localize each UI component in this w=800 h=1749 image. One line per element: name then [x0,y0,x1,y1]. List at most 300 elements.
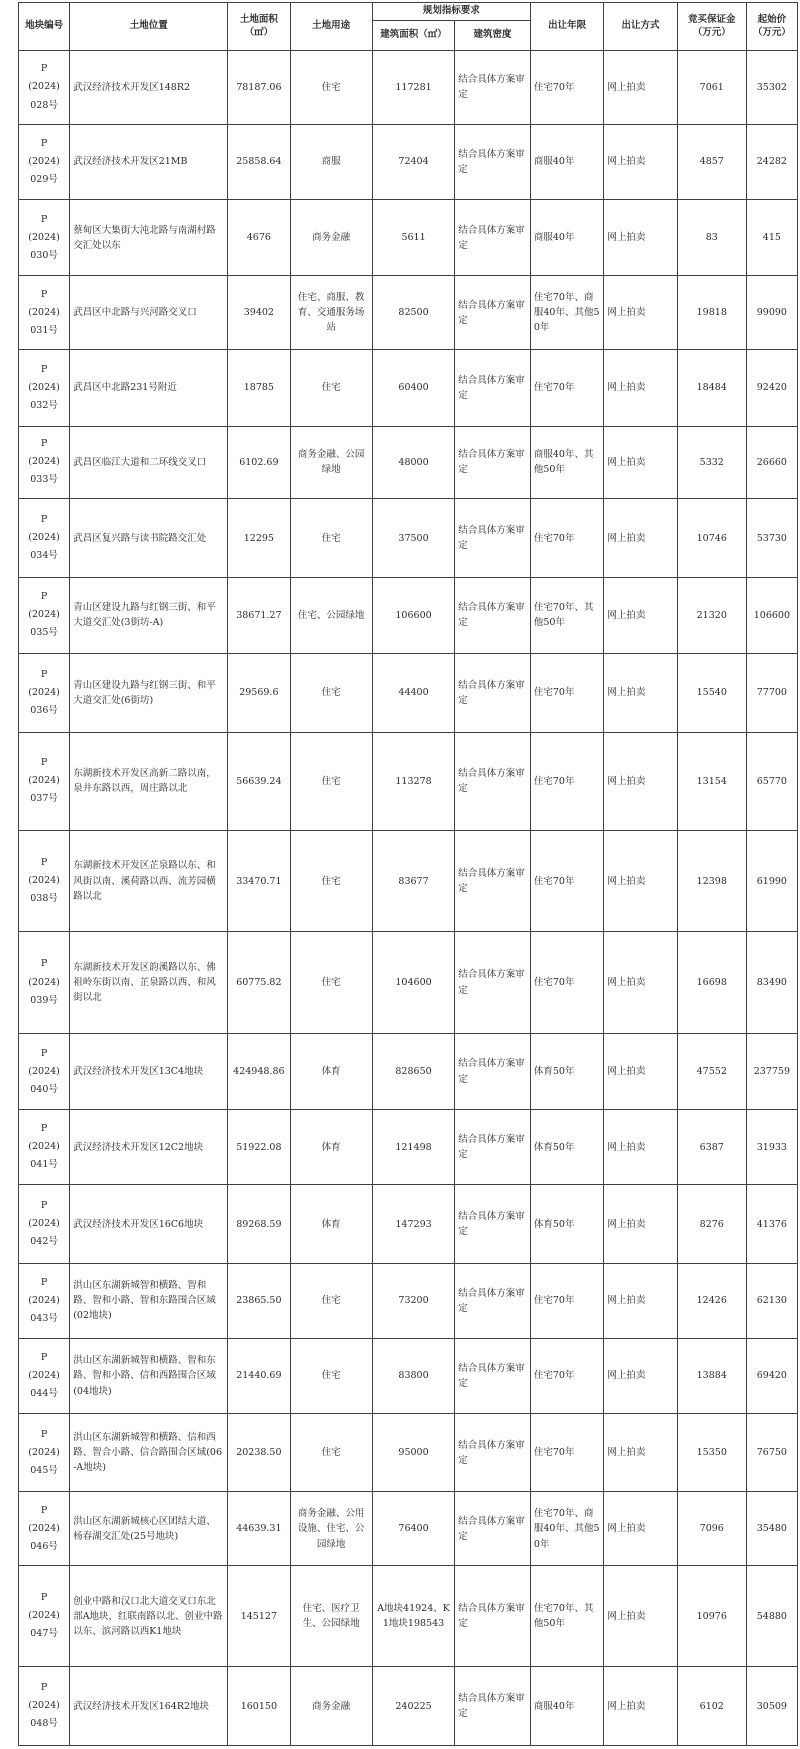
cell-use: 商务金融 [290,1667,372,1746]
header-area: 土地面积（㎡） [228,3,290,51]
cell-area: 38671.27 [228,577,290,653]
cell-use: 体育 [290,1034,372,1110]
cell-id-line: P [40,63,48,75]
cell-area: 89268.59 [228,1185,290,1263]
cell-price: 77700 [746,654,797,732]
cell-density: 结合具体方案审定 [455,932,531,1034]
cell-price: 24282 [746,124,797,199]
cell-use: 住宅 [290,831,372,932]
cell-id-line: (2024) [28,1294,60,1306]
cell-gfa: 828650 [372,1034,454,1110]
cell-location: 武汉经济技术开发区21MB [70,124,228,199]
cell-use: 住宅 [290,932,372,1034]
cell-price: 31933 [746,1110,797,1185]
cell-term: 住宅70年 [530,350,603,426]
cell-area: 25858.64 [228,124,290,199]
table-row [19,932,798,1034]
cell-gfa: 48000 [372,426,454,499]
header-gfa: 建筑面积（㎡） [372,21,454,51]
cell-method: 网上拍卖 [604,732,677,831]
cell-id-line: 045号 [30,1464,58,1476]
cell-location: 洪山区东湖新城智和横路、信和西路、智合小路、信合路围合区域(06-A地块) [70,1414,228,1492]
cell-term: 商服40年 [530,124,603,199]
cell-use: 体育 [290,1110,372,1185]
cell-id-line: P [40,288,48,300]
cell-id-line: 047号 [30,1628,58,1640]
cell-id-line: (2024) [28,609,60,621]
cell-price: 62130 [746,1263,797,1338]
cell-deposit: 19818 [677,276,746,350]
cell-id-line: P [40,958,48,970]
cell-term: 住宅70年、其他50年 [530,577,603,653]
table-row [19,1110,798,1185]
cell-gfa: 95000 [372,1414,454,1492]
table-row [19,1492,798,1566]
cell-id [19,654,70,732]
cell-id-line: 041号 [30,1159,58,1171]
cell-gfa: 76400 [372,1492,454,1566]
cell-id-line: 032号 [30,399,58,411]
cell-use: 商服 [290,124,372,199]
cell-id-line: P [40,1504,48,1516]
cell-method: 网上拍卖 [604,1263,677,1338]
cell-use: 住宅 [290,1338,372,1413]
cell-term: 住宅70年 [530,51,603,125]
header-method: 出让方式 [604,3,677,51]
cell-id-line: P [40,757,48,769]
cell-location: 洪山区东湖新城核心区团结大道、杨春湖交汇处(25号地块) [70,1492,228,1566]
cell-id-line: (2024) [28,775,60,787]
cell-location: 武汉经济技术开发区13C4地块 [70,1034,228,1110]
cell-id-line: P [40,1592,48,1604]
cell-price: 69420 [746,1338,797,1413]
cell-id-line: P [40,1276,48,1288]
cell-id-line: 046号 [30,1541,58,1552]
cell-price: 26660 [746,426,797,499]
cell-density: 结合具体方案审定 [455,350,531,426]
cell-location: 武昌区复兴路与读书院路交汇处 [70,499,228,577]
cell-density: 结合具体方案审定 [455,1492,531,1566]
cell-use: 住宅、公园绿地 [290,577,372,653]
cell-use: 住宅 [290,350,372,426]
cell-id-line: 031号 [30,324,58,336]
cell-location: 青山区建设九路与红钢三街、和平大道交汇处(6街坊) [70,654,228,732]
cell-method: 网上拍卖 [604,350,677,426]
cell-deposit: 83 [677,200,746,276]
cell-area: 60775.82 [228,932,290,1034]
cell-method: 网上拍卖 [604,1338,677,1413]
cell-area: 51922.08 [228,1110,290,1185]
cell-location: 洪山区东湖新城智和横路、智和东路、智和小路、信和西路围合区域(04地块) [70,1338,228,1413]
header-deposit: 竞买保证金（万元） [677,3,746,51]
cell-deposit: 7061 [677,51,746,125]
cell-term: 商服40年 [530,200,603,276]
cell-deposit: 10746 [677,499,746,577]
cell-gfa: 83800 [372,1338,454,1413]
table-row [19,1034,798,1110]
cell-deposit: 21320 [677,577,746,653]
cell-use: 住宅、医疗卫生、公园绿地 [290,1566,372,1667]
cell-deposit: 10976 [677,1566,746,1667]
cell-id-line: 029号 [30,174,58,186]
cell-area: 12295 [228,499,290,577]
cell-method: 网上拍卖 [604,654,677,732]
cell-use: 商务金融、公园绿地 [290,426,372,499]
cell-location: 创业中路和汉口北大道交叉口东北部A地块，红联南路以北、创业中路以东、滨河路以西K1地块 [70,1566,228,1667]
table-row [19,1263,798,1338]
cell-id-line: P [40,213,48,225]
table-row [19,51,798,125]
cell-deposit: 7096 [677,1492,746,1566]
cell-density: 结合具体方案审定 [455,1185,531,1263]
cell-area: 78187.06 [228,51,290,125]
cell-location: 武汉经济技术开发区12C2地块 [70,1110,228,1185]
cell-density: 结合具体方案审定 [455,276,531,350]
cell-area: 33470.71 [228,831,290,932]
cell-method: 网上拍卖 [604,1492,677,1566]
cell-area: 21440.69 [228,1338,290,1413]
cell-density: 结合具体方案审定 [455,1667,531,1746]
cell-term: 住宅70年 [530,831,603,932]
cell-price: 65770 [746,732,797,831]
cell-price: 99090 [746,276,797,350]
cell-area: 20238.50 [228,1414,290,1492]
cell-gfa: 240225 [372,1667,454,1746]
cell-deposit: 18484 [677,350,746,426]
cell-id-line: (2024) [28,1218,60,1230]
cell-term: 住宅70年 [530,1338,603,1413]
table-row [19,831,798,932]
cell-area: 18785 [228,350,290,426]
table-row [19,1338,798,1413]
table-row [19,124,798,199]
cell-id [19,732,70,831]
cell-id-line: 040号 [30,1083,58,1095]
cell-method: 网上拍卖 [604,1566,677,1667]
cell-location: 青山区建设九路与红钢三街、和平大道交汇处(3街坊-A) [70,577,228,653]
cell-id-line: 030号 [30,249,58,261]
cell-deposit: 5332 [677,426,746,499]
cell-density: 结合具体方案审定 [455,1034,531,1110]
cell-use: 住宅 [290,654,372,732]
cell-method: 网上拍卖 [604,577,677,653]
land-auction-table [18,2,798,1746]
cell-gfa: 44400 [372,654,454,732]
cell-id-line: (2024) [28,875,60,887]
cell-id-line: 042号 [30,1236,58,1248]
cell-location: 武汉经济技术开发区164R2地块 [70,1667,228,1746]
cell-density: 结合具体方案审定 [455,577,531,653]
header-planning: 规划指标要求 [372,3,530,21]
cell-gfa: 117281 [372,51,454,125]
cell-method: 网上拍卖 [604,932,677,1034]
cell-use: 体育 [290,1185,372,1263]
cell-gfa: 106600 [372,577,454,653]
cell-term: 住宅70年 [530,732,603,831]
table-row [19,499,798,577]
cell-id [19,831,70,932]
cell-id-line: (2024) [28,156,60,167]
cell-method: 网上拍卖 [604,831,677,932]
cell-price: 35480 [746,1492,797,1566]
cell-term: 住宅70年、商服40年、其他50年 [530,276,603,350]
cell-deposit: 15350 [677,1414,746,1492]
header-price: 起始价（万元） [746,3,797,51]
cell-id-line: (2024) [28,1700,60,1712]
cell-id-line: (2024) [28,976,60,988]
cell-id-line: P [40,1047,48,1059]
cell-use: 住宅 [290,1414,372,1492]
cell-price: 83490 [746,932,797,1034]
cell-deposit: 4857 [677,124,746,199]
cell-id-line: P [40,1123,48,1135]
cell-id-line: (2024) [28,1141,60,1153]
cell-density: 结合具体方案审定 [455,1566,531,1667]
cell-density: 结合具体方案审定 [455,732,531,831]
cell-density: 结合具体方案审定 [455,426,531,499]
cell-term: 住宅70年 [530,932,603,1034]
cell-deposit: 13154 [677,732,746,831]
cell-deposit: 47552 [677,1034,746,1110]
cell-gfa: 37500 [372,499,454,577]
cell-id [19,1492,70,1566]
cell-deposit: 8276 [677,1185,746,1263]
cell-density: 结合具体方案审定 [455,1338,531,1413]
cell-id-line: P [40,1682,48,1694]
cell-id [19,1566,70,1667]
cell-id [19,577,70,653]
cell-location: 武汉经济技术开发区16C6地块 [70,1185,228,1263]
cell-location: 武昌区临江大道和二环线交叉口 [70,426,228,499]
cell-id-line: (2024) [28,1610,60,1622]
cell-deposit: 6102 [677,1667,746,1746]
cell-price: 76750 [746,1414,797,1492]
cell-id-line: (2024) [28,231,60,243]
cell-id [19,200,70,276]
cell-id [19,932,70,1034]
cell-method: 网上拍卖 [604,1034,677,1110]
cell-gfa: 5611 [372,200,454,276]
cell-id [19,1338,70,1413]
cell-id-line: P [40,857,48,869]
cell-id-line: P [40,137,48,149]
cell-price: 92420 [746,350,797,426]
cell-id-line: P [40,438,48,450]
cell-gfa: 82500 [372,276,454,350]
cell-method: 网上拍卖 [604,426,677,499]
cell-id-line: 033号 [30,474,58,486]
cell-id-line: (2024) [28,1369,60,1381]
table-row [19,732,798,831]
cell-area: 6102.69 [228,426,290,499]
cell-id-line: (2024) [28,306,60,318]
cell-area: 44639.31 [228,1492,290,1566]
cell-price: 53730 [746,499,797,577]
cell-id-line: (2024) [28,456,60,468]
cell-id-line: 043号 [30,1312,58,1324]
header-term: 出让年限 [530,3,603,51]
cell-id-line: 048号 [30,1718,58,1730]
cell-use: 住宅 [290,1263,372,1338]
header-id: 地块编号 [19,3,70,51]
cell-id-line: P [40,1351,48,1363]
cell-price: 415 [746,200,797,276]
table-row [19,426,798,499]
cell-method: 网上拍卖 [604,1185,677,1263]
cell-price: 237759 [746,1034,797,1110]
cell-id [19,1263,70,1338]
cell-location: 武汉经济技术开发区148R2 [70,51,228,125]
cell-term: 住宅70年 [530,654,603,732]
cell-use: 住宅 [290,51,372,125]
cell-term: 商服40年 [530,1667,603,1746]
cell-use: 住宅、商服、教育、交通服务场站 [290,276,372,350]
cell-id-line: P [40,591,48,603]
table-row [19,350,798,426]
cell-term: 住宅70年 [530,1263,603,1338]
cell-price: 61990 [746,831,797,932]
table-row [19,1566,798,1667]
cell-location: 蔡甸区大集街大沌北路与南湖村路交汇处以东 [70,200,228,276]
cell-density: 结合具体方案审定 [455,51,531,125]
cell-id-line: P [40,1428,48,1440]
cell-id-line: (2024) [28,381,60,393]
cell-location: 东湖新技术开发区芷泉路以东、和风街以南、溪荷路以西、流芳园横路以北 [70,831,228,932]
cell-id [19,426,70,499]
cell-gfa: 104600 [372,932,454,1034]
table-row [19,276,798,350]
cell-id [19,350,70,426]
cell-term: 住宅70年、其他50年 [530,1566,603,1667]
cell-density: 结合具体方案审定 [455,499,531,577]
cell-id-line: 036号 [30,704,58,716]
table-row [19,1185,798,1263]
cell-density: 结合具体方案审定 [455,654,531,732]
cell-id [19,1667,70,1746]
cell-gfa: 113278 [372,732,454,831]
cell-location: 东湖新技术开发区高新二路以南，泉井东路以西，周庄路以北 [70,732,228,831]
cell-id-line: 035号 [30,627,58,639]
cell-id-line: (2024) [28,532,60,544]
cell-id [19,499,70,577]
cell-density: 结合具体方案审定 [455,200,531,276]
cell-id-line: (2024) [28,1446,60,1458]
cell-density: 结合具体方案审定 [455,1414,531,1492]
cell-method: 网上拍卖 [604,51,677,125]
table-row [19,1667,798,1746]
cell-id [19,51,70,125]
cell-area: 424948.86 [228,1034,290,1110]
cell-id [19,276,70,350]
cell-method: 网上拍卖 [604,499,677,577]
cell-id [19,1034,70,1110]
table-row [19,200,798,276]
cell-method: 网上拍卖 [604,124,677,199]
cell-gfa: A地块41924、K1地块198543 [372,1566,454,1667]
cell-id-line: 039号 [30,994,58,1006]
cell-location: 东湖新技术开发区韵溪路以东、佛祖岭东街以南、芷泉路以西、和风街以北 [70,932,228,1034]
cell-gfa: 73200 [372,1263,454,1338]
header-density: 建筑密度 [455,21,531,51]
cell-area: 29569.6 [228,654,290,732]
cell-id-line: 037号 [30,793,58,805]
cell-location: 武昌区中北路与兴河路交叉口 [70,276,228,350]
cell-id-line: 034号 [30,550,58,562]
table-row [19,654,798,732]
cell-id-line: P [40,514,48,526]
cell-gfa: 83677 [372,831,454,932]
cell-id [19,1185,70,1263]
cell-id-line: P [40,668,48,680]
cell-term: 体育50年 [530,1110,603,1185]
cell-method: 网上拍卖 [604,1110,677,1185]
cell-term: 住宅70年、商服40年、其他50年 [530,1492,603,1566]
cell-location: 洪山区东湖新城智和横路、智和路、智和小路、智和东路围合区域(02地块) [70,1263,228,1338]
cell-area: 39402 [228,276,290,350]
cell-use: 商务金融 [290,200,372,276]
table-row [19,1414,798,1492]
cell-deposit: 12398 [677,831,746,932]
cell-term: 商服40年、其他50年 [530,426,603,499]
cell-area: 160150 [228,1667,290,1746]
cell-use: 住宅 [290,732,372,831]
cell-price: 41376 [746,1185,797,1263]
cell-deposit: 13884 [677,1338,746,1413]
cell-id-line: (2024) [28,81,60,93]
cell-location: 武昌区中北路231号附近 [70,350,228,426]
cell-density: 结合具体方案审定 [455,1110,531,1185]
cell-price: 106600 [746,577,797,653]
table-body [19,51,798,1746]
header-use: 土地用途 [290,3,372,51]
header-location: 土地位置 [70,3,228,51]
cell-term: 体育50年 [530,1034,603,1110]
cell-id-line: (2024) [28,1522,60,1534]
cell-id-line: P [40,1200,48,1212]
cell-use: 住宅 [290,499,372,577]
cell-deposit: 16698 [677,932,746,1034]
table-row [19,577,798,653]
cell-term: 体育50年 [530,1185,603,1263]
cell-id-line: P [40,363,48,375]
cell-use: 商务金融、公用设施、住宅、公园绿地 [290,1492,372,1566]
cell-id [19,124,70,199]
cell-id-line: (2024) [28,1065,60,1077]
cell-gfa: 121498 [372,1110,454,1185]
cell-density: 结合具体方案审定 [455,831,531,932]
cell-density: 结合具体方案审定 [455,124,531,199]
cell-area: 56639.24 [228,732,290,831]
cell-area: 4676 [228,200,290,276]
cell-price: 54880 [746,1566,797,1667]
cell-area: 23865.50 [228,1263,290,1338]
cell-id-line: 038号 [30,893,58,905]
table-header [19,3,798,51]
cell-gfa: 60400 [372,350,454,426]
cell-id [19,1414,70,1492]
cell-method: 网上拍卖 [604,200,677,276]
cell-term: 住宅70年 [530,499,603,577]
cell-price: 35302 [746,51,797,125]
cell-deposit: 15540 [677,654,746,732]
cell-id-line: 028号 [30,99,58,111]
cell-id [19,1110,70,1185]
cell-term: 住宅70年 [530,1414,603,1492]
cell-area: 145127 [228,1566,290,1667]
cell-deposit: 12426 [677,1263,746,1338]
cell-id-line: 044号 [30,1387,58,1399]
cell-gfa: 72404 [372,124,454,199]
